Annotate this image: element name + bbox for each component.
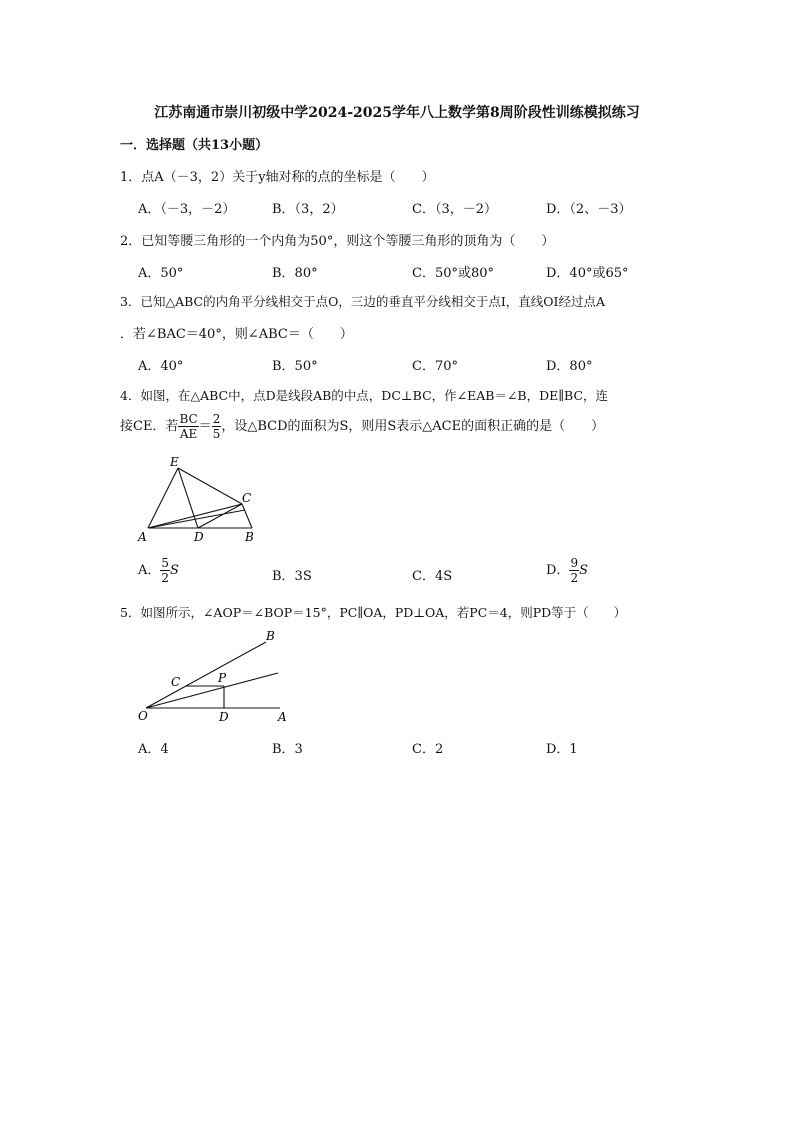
q1-option-c: C．（3，－2）: [412, 202, 497, 217]
q4-segment-ae: [148, 468, 178, 528]
q4-segment-dc: [198, 504, 242, 528]
question-3-line2: ．若∠BAC＝40°，则∠ABC＝（ ）: [120, 327, 353, 342]
q4-value-denominator: 5: [212, 427, 221, 441]
q1-option-d: D．（2、－3）: [546, 202, 632, 217]
q3-option-a: A．40°: [138, 359, 184, 374]
q1-option-b: B．（3，2）: [272, 202, 344, 217]
q4-label-e: E: [170, 455, 179, 469]
q5-label-o: O: [138, 709, 148, 723]
q4-value-numerator: 2: [212, 412, 221, 426]
q5-option-c: C．2: [412, 742, 444, 757]
q5-label-d: D: [219, 710, 229, 724]
q4-line2-pre: 接CE．若: [120, 419, 179, 434]
q5-option-d: D．1: [546, 742, 578, 757]
question-2: 2．已知等腰三角形的一个内角为50°，则这个等腰三角形的顶角为（ ）: [120, 234, 555, 249]
q5-option-b: B．3: [272, 742, 303, 757]
question-4-line1: 4．如图，在△ABC中，点D是线段AB的中点，DC⊥BC，作∠EAB＝∠B，DE∥BC，连: [120, 388, 609, 403]
q4-label-b: B: [245, 530, 254, 544]
q4-label-d: D: [194, 530, 204, 544]
document-title: 江苏南通市崇川初级中学2024-2025学年八上数学第8周阶段性训练模拟练习: [154, 105, 640, 121]
q5-ray-op: [146, 673, 278, 708]
q4-option-c: C．4S: [412, 569, 453, 584]
q4-option-a-fraction: $\frac{5}{2}$: [161, 556, 170, 585]
q4-ratio-denominator: AE: [179, 427, 198, 441]
q4-option-d-fraction: $\frac{9}{2}$: [570, 556, 579, 585]
q4-option-d: D． $\frac{9}{2}$ S: [546, 556, 588, 585]
q5-option-a: A．4: [138, 742, 169, 757]
q4-segment-bc: [242, 504, 252, 528]
question-5: 5．如图所示，∠AOP＝∠BOP＝15°，PC∥OA，PD⊥OA，若PC＝4，则PD等于（ ）: [120, 605, 627, 620]
q5-ray-ob: [146, 642, 266, 708]
q4-option-b: B．3S: [272, 569, 312, 584]
section-heading: 一．选择题（共13小题）: [120, 138, 269, 153]
q2-option-b: B．80°: [272, 266, 318, 281]
q4-segment-ec: [178, 468, 242, 504]
q4-segment-ae2: [148, 510, 245, 528]
q3-option-d: D．80°: [546, 359, 593, 374]
q3-option-b: B．50°: [272, 359, 318, 374]
question-1: 1．点A（－3，2）关于y轴对称的点的坐标是（ ）: [120, 170, 435, 185]
q4-ratio-fraction: [178, 412, 198, 441]
q4-label-a: A: [138, 530, 147, 544]
q5-label-c: C: [171, 675, 181, 689]
q4-ratio-numerator: BC: [179, 412, 198, 426]
q2-option-a: A．50°: [138, 266, 184, 281]
q4-line2-post: ，设△BCD的面积为S，则用S表示△ACE的面积正确的是（ ）: [221, 419, 605, 434]
q4-option-a: A． $\frac{5}{2}$ S: [138, 556, 179, 585]
q5-label-p: P: [218, 671, 227, 685]
q5-label-a: A: [278, 710, 287, 724]
q3-option-c: C．70°: [412, 359, 458, 374]
q2-option-c: C．50°或80°: [412, 266, 495, 281]
q5-label-b: B: [266, 629, 275, 643]
q4-value-fraction: [212, 412, 222, 441]
q4-label-c: C: [242, 491, 252, 505]
q4-ratio-equals: ＝: [198, 419, 212, 434]
question-3-line1: 3．已知△ABC的内角平分线相交于点O，三边的垂直平分线相交于点I，直线OI经过点A: [120, 294, 605, 309]
q2-option-d: D．40°或65°: [546, 266, 629, 281]
q5-figure: [132, 626, 297, 726]
q4-segment-ac: [148, 504, 242, 528]
q4-figure: [132, 452, 272, 547]
q1-option-a: A．（－3，－2）: [138, 202, 236, 217]
question-4-line2: [120, 412, 604, 441]
